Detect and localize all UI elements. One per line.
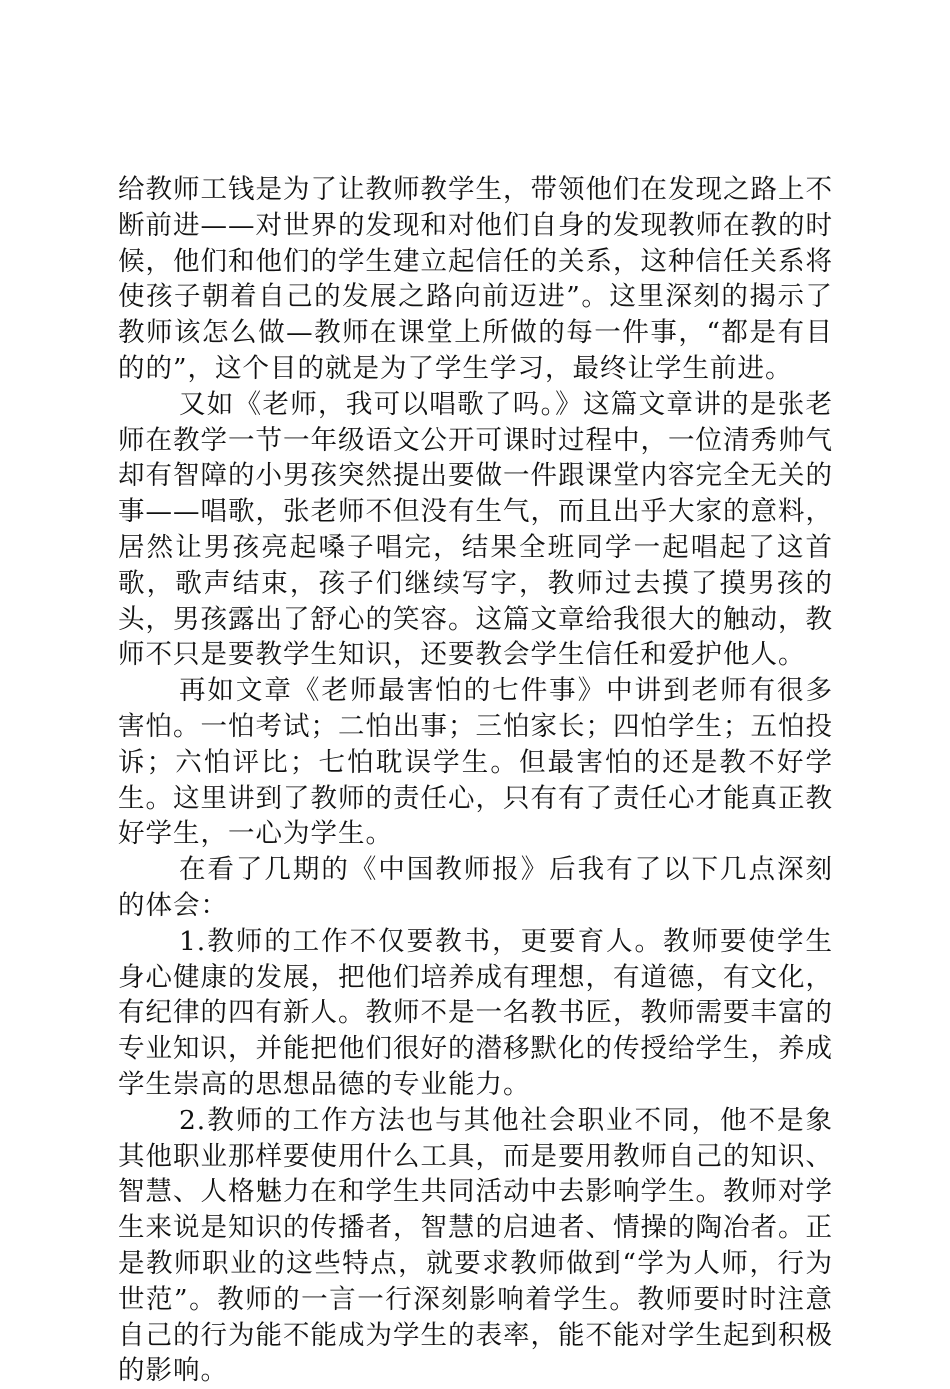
paragraph-3: 再如文章《老师最害怕的七件事》中讲到老师有很多害怕。一怕考试；二怕出事；三怕家长；四怕学生；五怕投诉；六怕评比；七怕耽误学生。但最害怕的还是教不好学生。这里讲到了教师的责任心，只有有了责任心才能真正教好学生，一心为学生。 [118,675,833,850]
document-body [118,172,833,1389]
paragraph-1: 给教师工钱是为了让教师教学生，带领他们在发现之路上不断前进——对世界的发现和对他们自身的发现教师在教的时候，他们和他们的学生建立起信任的关系，这种信任关系将使孩子朝着自己的发展之路向前迈进”。这里深刻的揭示了教师该怎么做—教师在课堂上所做的每一件事，“都是有目的的”，这个目的就是为了学生学习，最终让学生前进。 [118,174,833,384]
paragraph-5: 1.教师的工作不仅要教书，更要育人。教师要使学生身心健康的发展，把他们培养成有理想，有道德，有文化，有纪律的四有新人。教师不是一名教书匠，教师需要丰富的专业知识，并能把他们很好的潜移默化的传授给学生，养成学生崇高的思想品德的专业能力。 [118,925,833,1100]
paragraph-4: 在看了几期的《中国教师报》后我有了以下几点深刻的体会： [118,854,833,921]
paragraph-6: 2.教师的工作方法也与其他社会职业不同，他不是象其他职业那样要使用什么工具，而是要用教师自己的知识、智慧、人格魅力在和学生共同活动中去影响学生。教师对学生来说是知识的传播者，智慧的启迪者、情操的陶冶者。正是教师职业的这些特点，就要求教师做到“学为人师，行为世范”。教师的一言一行深刻影响着学生。教师要时时注意自己的行为能不能成为学生的表率，能不能对学生起到积极的影响。 [118,1104,833,1387]
paragraph-2: 又如《老师，我可以唱歌了吗。》这篇文章讲的是张老师在教学一节一年级语文公开可课时过程中，一位清秀帅气却有智障的小男孩突然提出要做一件跟课堂内容完全无关的事——唱歌，张老师不但没有生气，而且出乎大家的意料，居然让男孩亮起嗓子唱完，结果全班同学一起唱起了这首歌，歌声结束，孩子们继续写字，教师过去摸了摸男孩的头，男孩露出了舒心的笑容。这篇文章给我很大的触动，教师不只是要教学生知识，还要教会学生信任和爱护他人。 [118,388,833,671]
